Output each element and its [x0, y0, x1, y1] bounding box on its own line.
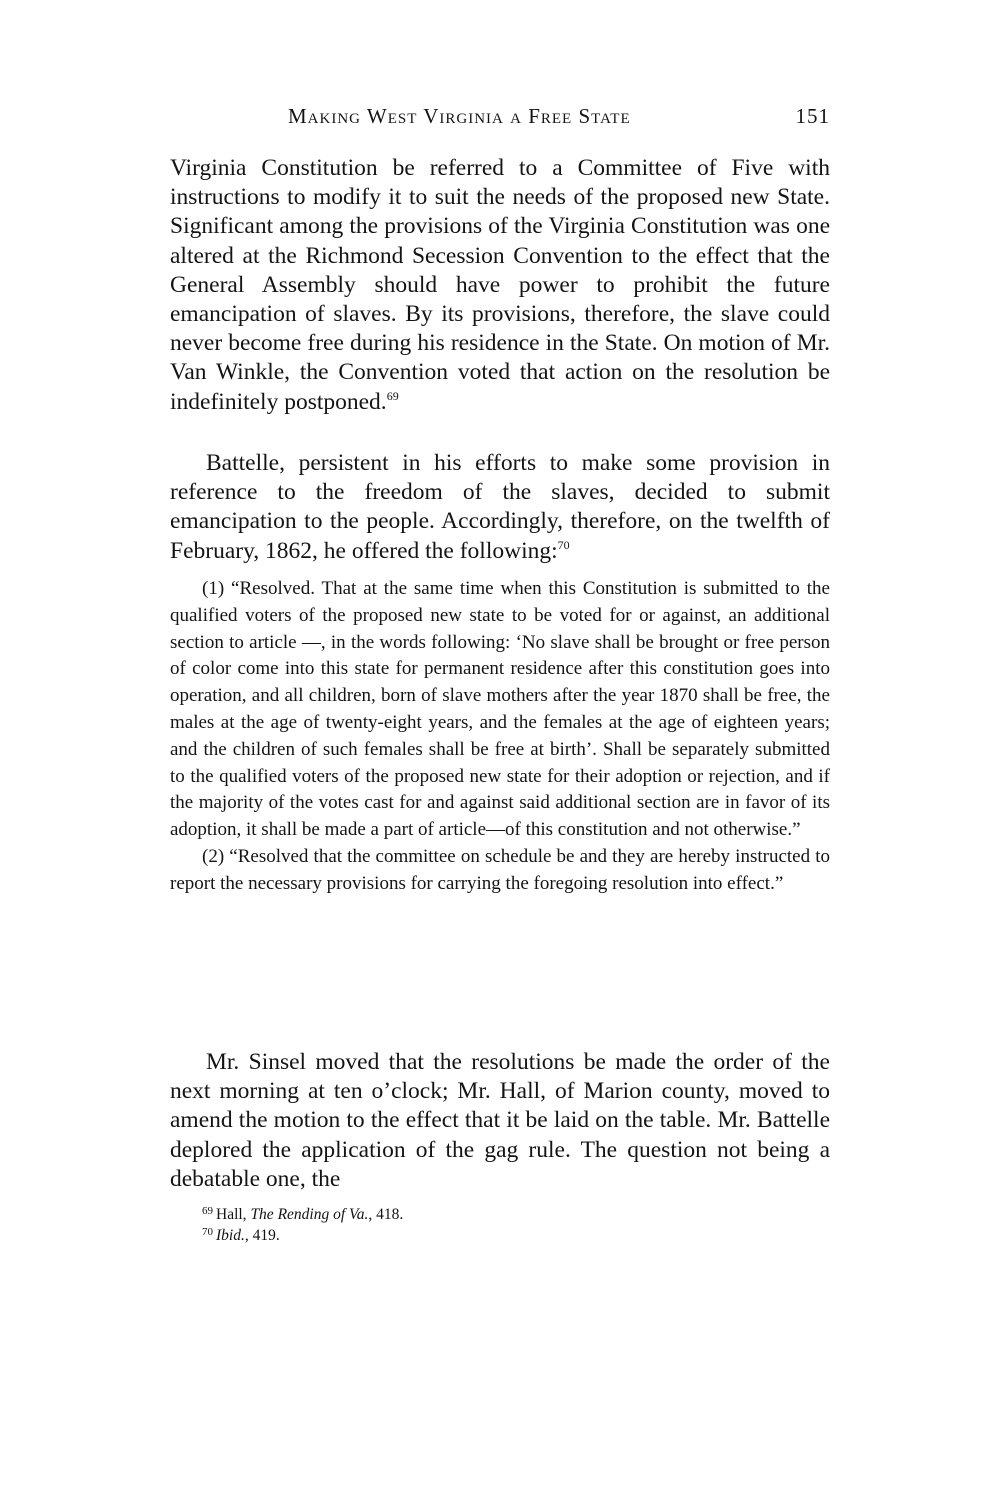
footnote-70 [202, 1225, 830, 1246]
block-quote [170, 576, 830, 898]
running-head [170, 104, 830, 138]
running-title: Making West Virginia a Free State [288, 104, 631, 128]
body-paragraph-1 [170, 154, 830, 417]
footnote-69 [202, 1204, 830, 1225]
footnote-reference: 70 [557, 537, 570, 552]
footnote-number: 69 [202, 1205, 213, 1217]
body-paragraph-3 [170, 1048, 830, 1194]
paragraph-text: Mr. Sinsel moved that the resolutions be made the order of the next morning at ten o’clock; Mr. Hall, of Marion county, moved to amend the motion to the effect that it be laid on the table. Mr. Battelle deplored the application of the gag rule. The question not being a debatable one, the [170, 1049, 830, 1192]
footnote-author: Hall, [216, 1206, 247, 1223]
footnotes [202, 1204, 830, 1246]
body-paragraph-2 [170, 449, 830, 566]
paragraph-text: Battelle, persistent in his efforts to make some provision in reference to the freedom of the slaves, decided to submit emancipation to the people. Accordingly, therefore, on the twelfth of February, 1862, he offered the following: [170, 450, 830, 564]
page-number: 151 [795, 104, 830, 128]
footnote-reference: 69 [386, 388, 399, 403]
footnote-pages: 418. [376, 1206, 404, 1223]
footnote-number: 70 [202, 1226, 213, 1238]
resolution-1: (1) “Resolved. That at the same time when this Constitution is submitted to the qualified voters of the proposed new state to be voted for or against, an additional section to article —, in the words following: ‘No slave shall be brought or free person of color come into this state for permanent residence after this constitution goes into operation, and all children, born of slave mothers after the year 1870 shall be free, the males at the age of twenty-eight years, and the females at the age of eighteen years; and the children of such females shall be free at birth’. Shall be separately submitted to the qualified voters of the proposed new state for their adoption or rejection, and if the majority of the votes cast for and against said additional section are in favor of its adoption, it shall be made a part of article—of this constitution and not otherwise.” [170, 578, 830, 841]
resolution-2: (2) “Resolved that the committee on schedule be and they are hereby instructed to report the necessary provisions for carrying the foregoing resolution into effect.” [170, 845, 830, 894]
paragraph-text: Virginia Constitution be referred to a Committee of Five with instructions to modify it to suit the needs of the proposed new State. Significant among the provisions of the Virginia Constitution was one altered at the Richmond Secession Convention to the effect that the General Assembly should have power to prohibit the future emancipation of slaves. By its provisions, therefore, the slave could never become free during his residence in the State. On motion of Mr. Van Winkle, the Convention voted that action on the resolution be indefinitely postponed. [170, 155, 830, 415]
footnote-title: Ibid., [216, 1227, 249, 1244]
footnote-pages: 419. [252, 1227, 280, 1244]
footnote-title: The Rending of Va., [250, 1206, 373, 1223]
